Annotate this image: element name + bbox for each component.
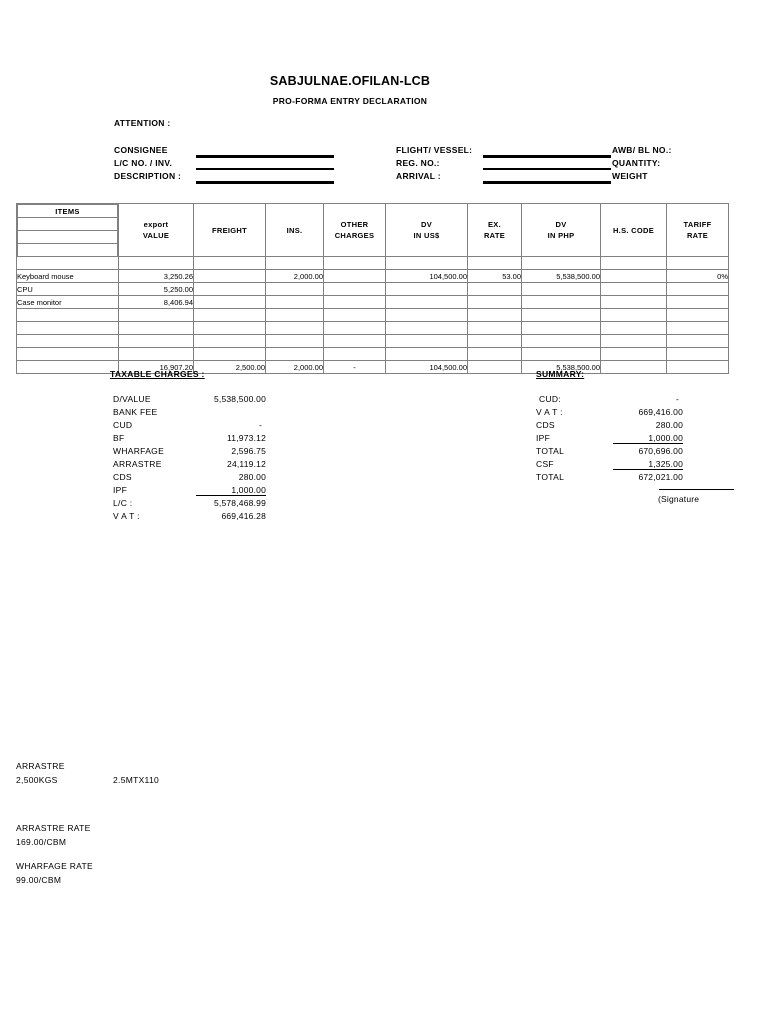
table-header-hs-code — [601, 204, 667, 257]
cell-ins[interactable]: 2,000.00 — [266, 270, 324, 283]
cell-tariff-rate[interactable] — [667, 296, 729, 309]
cell-dv-php[interactable] — [522, 283, 601, 296]
table-header-tariff-rate-l1: TARIFF — [683, 220, 712, 229]
cell-freight[interactable] — [194, 270, 266, 283]
cell-tariff-rate[interactable] — [667, 309, 729, 322]
field-label-consignee: CONSIGNEE — [114, 145, 168, 155]
field-line-lc-no-inv[interactable] — [196, 168, 334, 170]
summary-value-cud: - — [675, 394, 679, 404]
summary-label-total-2: TOTAL — [536, 472, 565, 482]
cell-ins[interactable] — [266, 348, 324, 361]
cell-export-value[interactable] — [119, 257, 194, 270]
field-line-arrival[interactable] — [483, 181, 611, 184]
note-wharfage-rate-title: WHARFAGE RATE — [16, 861, 93, 871]
cell-export-value[interactable] — [119, 348, 194, 361]
cell-tariff-rate[interactable]: 0% — [667, 270, 729, 283]
cell-other-charges[interactable] — [324, 296, 386, 309]
cell-tariff-rate[interactable] — [667, 283, 729, 296]
field-label-description: DESCRIPTION : — [114, 171, 182, 181]
cell-dv-usd[interactable] — [386, 335, 468, 348]
cell-item[interactable] — [17, 257, 119, 270]
table-header-ex-rate — [468, 204, 522, 257]
table-header-dv-usd-l2: IN US$ — [413, 231, 440, 240]
items-header-blank-1 — [18, 218, 118, 231]
table-header-other-charges-l1: OTHER — [340, 220, 369, 229]
cell-freight[interactable] — [194, 335, 266, 348]
table-header-export-value — [119, 204, 194, 257]
cell-other-charges[interactable] — [324, 270, 386, 283]
table-header-row — [17, 204, 729, 257]
cell-export-value[interactable] — [119, 309, 194, 322]
cell-ex-rate[interactable] — [468, 296, 522, 309]
table-row[interactable] — [17, 270, 729, 283]
cell-export-value[interactable] — [119, 335, 194, 348]
cell-ins[interactable] — [266, 309, 324, 322]
table-header-tariff-rate-l2: RATE — [686, 231, 709, 240]
cell-dv-usd[interactable] — [386, 296, 468, 309]
page-title: SABJULNAE.OFILAN-LCB — [269, 74, 431, 88]
cell-item[interactable] — [17, 348, 119, 361]
cell-other-charges[interactable] — [324, 322, 386, 335]
table-header-items-label: ITEMS — [18, 205, 118, 218]
cell-export-value[interactable]: 3,250.26 — [119, 270, 194, 283]
charge-label-lc: L/C : — [113, 498, 133, 508]
cell-totals-export-value: 16,907.20 — [119, 361, 194, 374]
cell-freight[interactable] — [194, 296, 266, 309]
signature-rule — [659, 489, 734, 490]
cell-dv-usd[interactable] — [386, 309, 468, 322]
cell-ins[interactable] — [266, 296, 324, 309]
cell-totals-ins: 2,000.00 — [266, 361, 324, 374]
cell-item[interactable] — [17, 309, 119, 322]
cell-item[interactable]: Keyboard mouse — [17, 270, 119, 283]
cell-other-charges[interactable] — [324, 283, 386, 296]
declaration-table — [16, 203, 729, 374]
note-wharfage-rate-value: 99.00/CBM — [16, 875, 62, 885]
charge-label-wharfage: WHARFAGE — [113, 446, 165, 456]
signature-label: (Signature — [658, 494, 700, 504]
table-header-export-value-l2: VALUE — [142, 231, 170, 240]
summary-label-cds: CDS — [536, 420, 555, 430]
cell-ins[interactable] — [266, 335, 324, 348]
cell-item[interactable]: Case monitor — [17, 296, 119, 309]
note-arrastre-title: ARRASTRE — [16, 761, 65, 771]
cell-other-charges[interactable] — [324, 348, 386, 361]
field-label-reg-no: REG. NO.: — [396, 158, 440, 168]
charge-value-ipf: 1,000.00 — [231, 485, 266, 495]
table-header-freight-l1: FREIGHT — [211, 225, 247, 235]
cell-ex-rate[interactable]: 53.00 — [468, 270, 522, 283]
cell-ex-rate[interactable] — [468, 257, 522, 270]
summary-title: SUMMARY: — [536, 369, 585, 379]
cell-dv-php[interactable]: 5,538,500.00 — [522, 270, 601, 283]
table-row[interactable] — [17, 335, 729, 348]
cell-other-charges[interactable] — [324, 335, 386, 348]
summary-total-rule-1 — [613, 443, 683, 444]
cell-export-value[interactable]: 5,250.00 — [119, 283, 194, 296]
charge-label-bank-fee: BANK FEE — [113, 407, 158, 417]
field-line-description[interactable] — [196, 181, 334, 184]
field-line-flight-vessel[interactable] — [483, 155, 611, 158]
cell-totals-other-charges: - — [324, 361, 386, 374]
cell-item[interactable] — [17, 335, 119, 348]
charge-value-bf: 11,973.12 — [227, 433, 266, 443]
table-body — [17, 257, 729, 374]
charge-value-lc: 5,578,468.99 — [213, 498, 266, 508]
cell-dv-usd[interactable] — [386, 348, 468, 361]
cell-freight[interactable] — [194, 257, 266, 270]
cell-dv-usd[interactable]: 104,500.00 — [386, 270, 468, 283]
field-label-lc-no-inv: L/C NO. / INV. — [114, 158, 173, 168]
table-header-hs-code-l1: H.S. CODE — [612, 225, 655, 235]
cell-dv-usd[interactable] — [386, 257, 468, 270]
summary-value-cds: 280.00 — [655, 420, 683, 430]
summary-label-cud: CUD: — [539, 394, 561, 404]
cell-freight[interactable] — [194, 309, 266, 322]
cell-dv-php[interactable] — [522, 296, 601, 309]
cell-ex-rate[interactable] — [468, 322, 522, 335]
table-header-ex-rate-l2: RATE — [483, 231, 506, 240]
cell-tariff-rate[interactable] — [667, 322, 729, 335]
field-line-reg-no[interactable] — [483, 168, 611, 170]
charge-value-cud: - — [258, 420, 262, 430]
charge-label-vat: V A T : — [113, 511, 140, 521]
cell-dv-usd[interactable] — [386, 322, 468, 335]
cell-dv-usd[interactable] — [386, 283, 468, 296]
cell-export-value[interactable] — [119, 322, 194, 335]
cell-totals-item — [17, 361, 119, 374]
charge-value-dvalue: 5,538,500.00 — [213, 394, 266, 404]
cell-ex-rate[interactable] — [468, 283, 522, 296]
note-arrastre-rate-value: 169.00/CBM — [16, 837, 67, 847]
cell-dv-php[interactable] — [522, 335, 601, 348]
cell-ex-rate[interactable] — [468, 309, 522, 322]
summary-value-csf: 1,325.00 — [648, 459, 683, 469]
summary-value-total-1: 670,696.00 — [638, 446, 683, 456]
cell-ex-rate[interactable] — [468, 348, 522, 361]
summary-total-rule-2 — [613, 469, 683, 470]
taxable-charges-title: TAXABLE CHARGES : — [110, 369, 205, 379]
table-header-ins-l1: INS. — [286, 225, 303, 235]
field-label-awb-bl-no: AWB/ BL NO.: — [612, 145, 672, 155]
summary-label-ipf: IPF — [536, 433, 551, 443]
cell-totals-dv-php: 5,538,500.00 — [522, 361, 601, 374]
cell-other-charges[interactable] — [324, 257, 386, 270]
table-header-dv-usd — [386, 204, 468, 257]
cell-dv-php[interactable] — [522, 309, 601, 322]
cell-ins[interactable] — [266, 283, 324, 296]
field-label-arrival: ARRIVAL : — [396, 171, 441, 181]
table-header-export-value-l1: export — [143, 220, 169, 229]
note-arrastre-rate-title: ARRASTRE RATE — [16, 823, 91, 833]
charge-value-cds: 280.00 — [238, 472, 266, 482]
cell-tariff-rate[interactable] — [667, 348, 729, 361]
cell-tariff-rate[interactable] — [667, 335, 729, 348]
cell-hs-code[interactable] — [601, 296, 667, 309]
summary-value-total-2: 672,021.00 — [638, 472, 683, 482]
cell-dv-php[interactable] — [522, 257, 601, 270]
page-subtitle: PRO-FORMA ENTRY DECLARATION — [272, 96, 428, 106]
cell-totals-freight: 2,500.00 — [194, 361, 266, 374]
table-header-freight — [194, 204, 266, 257]
table-row[interactable] — [17, 283, 729, 296]
table-header-dv-usd-l1: DV — [420, 220, 433, 229]
cell-hs-code[interactable] — [601, 283, 667, 296]
cell-freight[interactable] — [194, 322, 266, 335]
cell-totals-dv-usd: 104,500.00 — [386, 361, 468, 374]
table-header-ins — [266, 204, 324, 257]
charge-subtotal-rule — [196, 495, 266, 496]
table-row[interactable] — [17, 257, 729, 270]
cell-freight[interactable] — [194, 348, 266, 361]
field-label-quantity: QUANTITY: — [612, 158, 661, 168]
cell-freight[interactable] — [194, 283, 266, 296]
cell-totals-hs-code — [601, 361, 667, 374]
cell-ex-rate[interactable] — [468, 335, 522, 348]
table-row[interactable] — [17, 309, 729, 322]
charge-label-arrastre: ARRASTRE — [113, 459, 162, 469]
table-header-other-charges — [324, 204, 386, 257]
table-header-dv-php-l1: DV — [555, 220, 567, 229]
table-row[interactable] — [17, 348, 729, 361]
summary-label-vat: V A T : — [536, 407, 563, 417]
table-header-tariff-rate — [667, 204, 729, 257]
charge-value-arrastre: 24,119.12 — [227, 459, 266, 469]
table-row[interactable] — [17, 322, 729, 335]
cell-ins[interactable] — [266, 257, 324, 270]
cell-ins[interactable] — [266, 322, 324, 335]
field-label-weight: WEIGHT — [612, 171, 648, 181]
charge-label-cud: CUD — [113, 420, 133, 430]
summary-value-vat: 669,416.00 — [638, 407, 683, 417]
attention-label: ATTENTION : — [114, 118, 171, 128]
cell-hs-code[interactable] — [601, 270, 667, 283]
charge-label-cds: CDS — [113, 472, 132, 482]
cell-hs-code[interactable] — [601, 322, 667, 335]
cell-other-charges[interactable] — [324, 309, 386, 322]
cell-export-value[interactable]: 8,406.94 — [119, 296, 194, 309]
cell-item[interactable]: CPU — [17, 283, 119, 296]
note-arrastre-weight: 2,500KGS — [16, 775, 58, 785]
charge-label-ipf: IPF — [113, 485, 128, 495]
summary-label-total-1: TOTAL — [536, 446, 565, 456]
note-arrastre-dims: 2.5MTX110 — [113, 775, 160, 785]
cell-hs-code[interactable] — [601, 348, 667, 361]
charge-label-dvalue: D/VALUE — [113, 394, 151, 404]
cell-totals-tariff-rate — [667, 361, 729, 374]
charge-value-vat: 669,416.28 — [221, 511, 266, 521]
field-line-consignee[interactable] — [196, 155, 334, 158]
cell-item[interactable] — [17, 322, 119, 335]
table-header-items — [17, 204, 119, 257]
table-header-other-charges-l2: CHARGES — [334, 231, 375, 240]
cell-tariff-rate[interactable] — [667, 257, 729, 270]
cell-totals-ex-rate — [468, 361, 522, 374]
items-header-blank-3 — [18, 244, 118, 257]
cell-dv-php[interactable] — [522, 348, 601, 361]
cell-dv-php[interactable] — [522, 322, 601, 335]
table-header-dv-php-l2: IN PHP — [547, 231, 575, 240]
charge-value-wharfage: 2,596.75 — [231, 446, 266, 456]
table-header-dv-php — [522, 204, 601, 257]
cell-hs-code[interactable] — [601, 335, 667, 348]
field-label-flight-vessel: FLIGHT/ VESSEL: — [396, 145, 473, 155]
cell-hs-code[interactable] — [601, 257, 667, 270]
table-row[interactable] — [17, 296, 729, 309]
cell-hs-code[interactable] — [601, 309, 667, 322]
items-header-blank-2 — [18, 231, 118, 244]
summary-value-ipf: 1,000.00 — [648, 433, 683, 443]
summary-label-csf: CSF — [536, 459, 554, 469]
table-header-ex-rate-l1: EX. — [488, 220, 501, 229]
charge-label-bf: BF — [113, 433, 125, 443]
